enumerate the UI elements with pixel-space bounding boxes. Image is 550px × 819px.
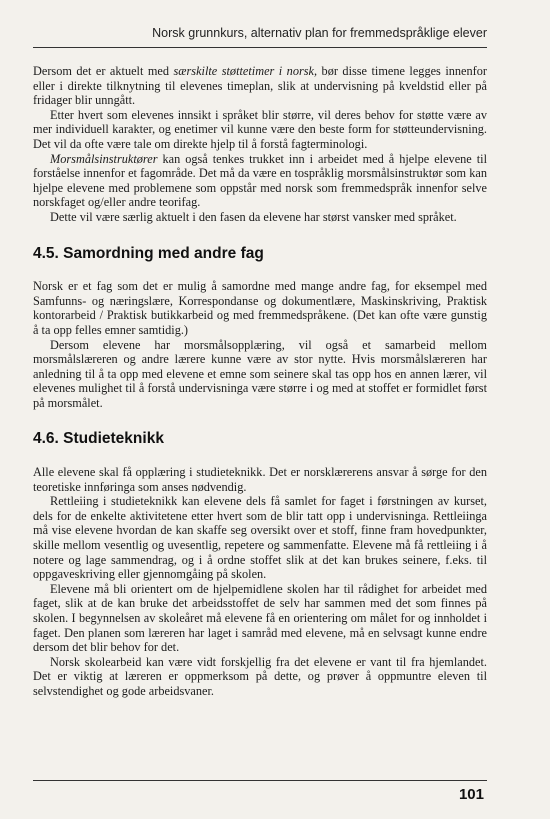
paragraph: Rettleiing i studieteknikk kan elevene dels få samlet for faget i førstningen av kurset, dels for de enkelte aktivitetene etter hvert som de blir tatt opp i undervisninga. Rettleiinga må vise elevene hvordan de kan skaffe seg oversikt over et stoff, finne fram hovedpunkter, skille mellom vesentlig og uvesentlig, repetere og sammenfatte. Elevene må få rettleiing i å notere og lage sammendrag, og i å ordne stoffet slik at det kan brukes seinere, f.eks. til oppgaveskriving eller gjennomgåing på skolen.	[33, 494, 487, 582]
page-body	[33, 64, 487, 699]
paragraph: Alle elevene skal få opplæring i studieteknikk. Det er norsklærerens ansvar å sørge for den teoretiske innføringa som anses nødvendig.	[33, 465, 487, 494]
section-heading: 4.6. Studieteknikk	[33, 430, 164, 448]
paragraph: Dersom elevene har morsmålsopplæring, vil også et samarbeid mellom morsmålslæreren og andre lærere kunne være av stor nytte. Hvis morsmålslæreren har anledning til å ta opp med elevene et emne som seinere skal tas opp hos en annen lærer, vil elevenes mulighet til å forstå undervisninga være større i og med at stoffet er formidlet først på morsmålet.	[33, 337, 487, 410]
emphasis-text: Morsmålsinstruktører	[50, 151, 158, 166]
running-header: Norsk grunnkurs, alternativ plan for fremmedspråklige elever	[152, 26, 487, 40]
section-heading: 4.5. Samordning med andre fag	[33, 244, 264, 262]
text-run: kan også tenkes trukket inn i arbeidet med å hjelpe elevene til forståelse innenfor et fagområde. Det må da være en tospråklig morsmålsinstruktør som kan hjelpe elevene med problemene som oppstår med norsk som fremmedspråk innenfor selve norskfaget og/eller andre teorifag.	[33, 151, 487, 210]
paragraph	[33, 64, 487, 108]
header-divider	[33, 47, 487, 48]
emphasis-text: særskilte støttetimer i norsk,	[173, 64, 318, 78]
paragraph: Elevene må bli orientert om de hjelpemidlene skolen har til rådighet for arbeidet med faget, slik at de kan bruke det arbeidsstoffet de selv har sammen med det som finnes på skolen. I begynnelsen av skoleåret må elevene få en orientering om målet for og innholdet i faget. Den planen som læreren har laget i samråd med elevene, må en selvsagt kunne endre dersom det blir behov for det.	[33, 581, 487, 655]
paragraph: Dette vil være særlig aktuelt i den fasen da elevene har størst vansker med språket.	[50, 209, 457, 224]
paragraph: Norsk skolearbeid kan være vidt forskjellig fra det elevene er vant til fra hjemlandet. Det er viktig at læreren er oppmerksom på dette, og prøver å oppmuntre eleven til selvstendighet og gode arbeidsvaner.	[33, 654, 487, 698]
paragraph: Etter hvert som elevenes innsikt i språket blir større, vil deres behov for støtte være av mer individuell karakter, og enetimer vil kunne være den beste form for støtteundervisning. Det vil da ofte være tale om direkte hjelp til å forstå fagterminologi.	[33, 107, 487, 151]
text-run: Dersom det er aktuelt med	[33, 64, 174, 78]
paragraph: Norsk er et fag som det er mulig å samordne med mange andre fag, for eksempel med Samfunns- og næringslære, Korrespondanse og dokumentlære, Maskinskriving, Praktisk kontorarbeid / Praktisk butikkarbeid og med fremmedspråkene. (Det kan ofte være gunstig å ta opp felles emner samtidig.)	[33, 279, 487, 337]
paragraph	[33, 152, 487, 210]
footer-divider	[33, 780, 487, 781]
page-number: 101	[458, 786, 484, 803]
text-run: bør disse timene legges innenfor eller i direkte tilknytning til elevenes timeplan, slik at undervisning på kveldstid eller på fridager blir unngått.	[33, 64, 487, 108]
